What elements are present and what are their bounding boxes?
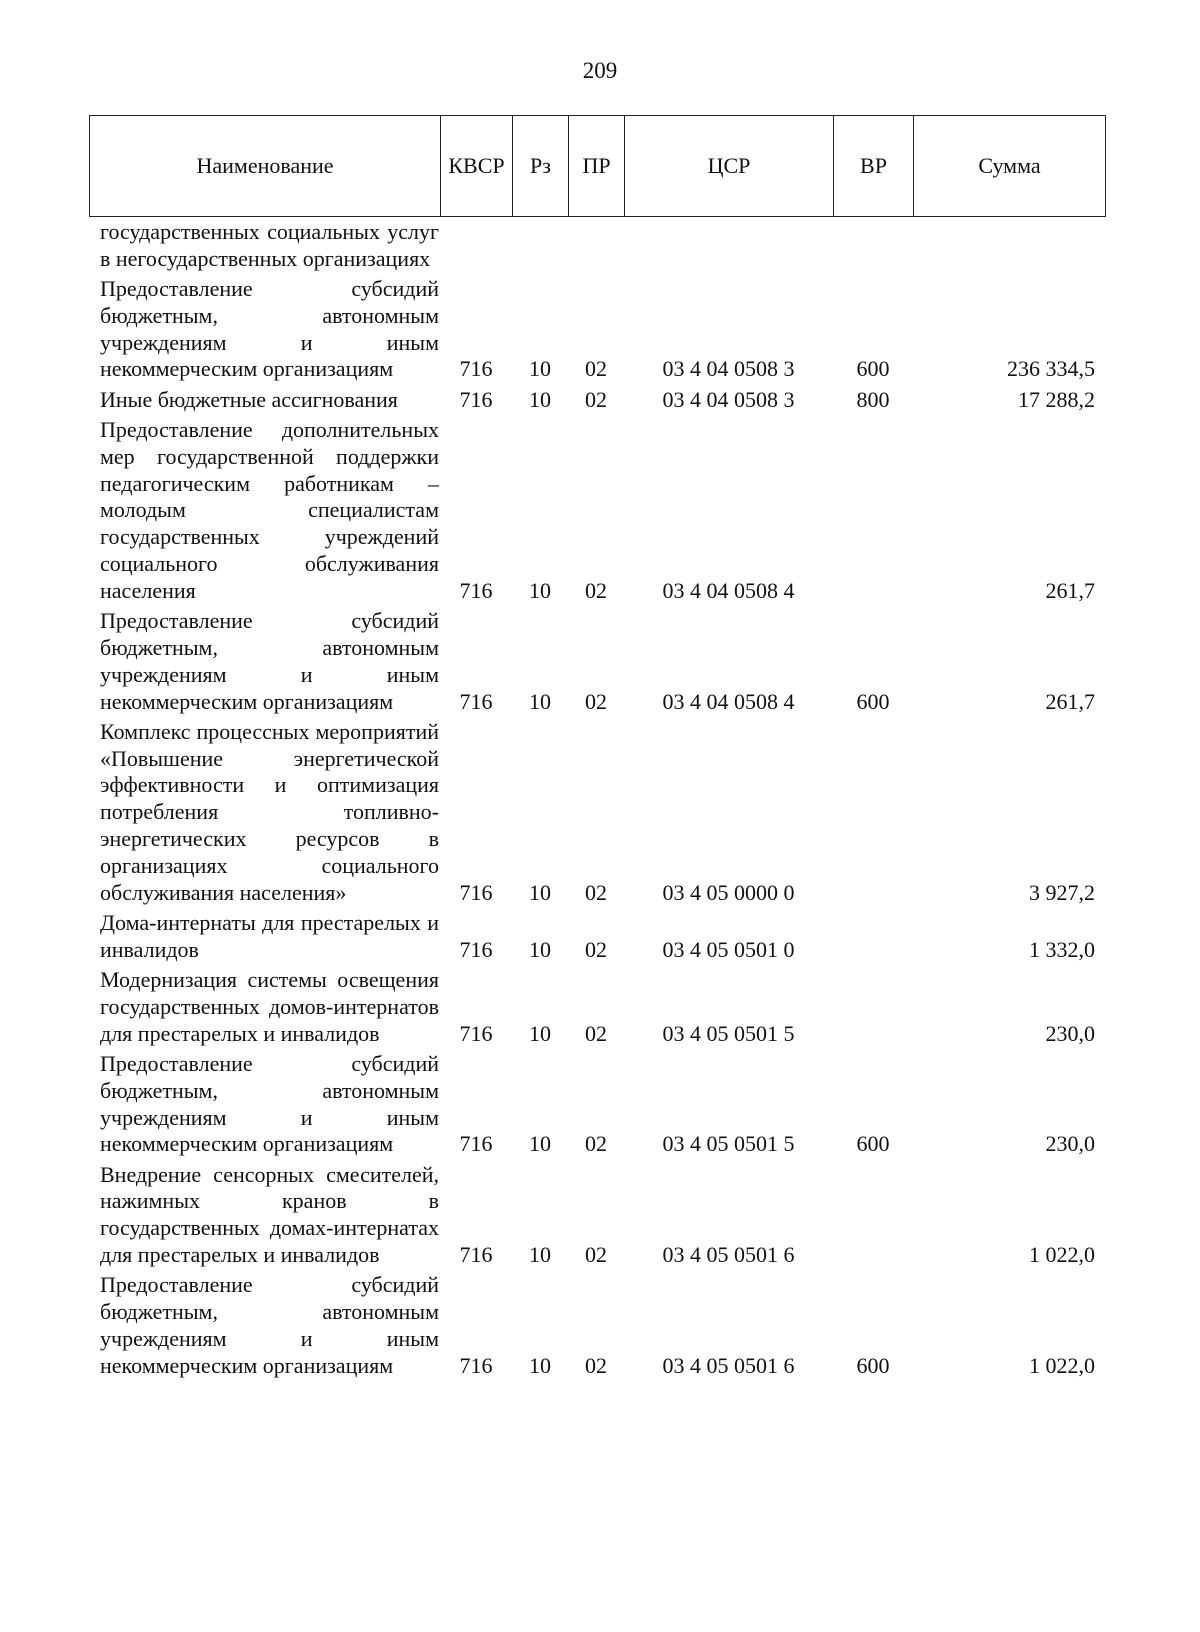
- row-name: Предоставление субсидий бюджетным, автономным учреждениям и иным некоммерческим организациям: [100, 1050, 439, 1157]
- row-vr: 600: [856, 1352, 890, 1378]
- row-pr: 02: [585, 577, 607, 603]
- row-kvsr: 716: [459, 1020, 493, 1046]
- table-row: [89, 1162, 1105, 1273]
- row-rz: 10: [529, 936, 551, 962]
- row-csr: [624, 219, 833, 276]
- row-name: Предоставление субсидий бюджетным, автономным учреждениям и иным некоммерческим организациям: [100, 608, 439, 714]
- row-csr: 03 4 04 0508 4: [662, 577, 795, 603]
- row-kvsr: 716: [459, 1352, 493, 1378]
- row-csr: 03 4 04 0508 3: [662, 386, 795, 412]
- row-vr: [833, 910, 913, 967]
- row-pr: 02: [585, 936, 607, 962]
- row-vr: 600: [856, 356, 890, 382]
- row-sum: 230,0: [1045, 1020, 1095, 1046]
- row-sum: 17 288,2: [1018, 386, 1095, 412]
- row-name: государственных социальных услуг в негосударственных организациях: [100, 219, 439, 271]
- row-kvsr: 716: [459, 936, 493, 962]
- table-row: [89, 417, 1105, 608]
- row-rz: [512, 219, 568, 276]
- budget-table: [89, 219, 1105, 1383]
- row-pr: 02: [585, 386, 607, 412]
- column-header-vr: ВР: [834, 116, 914, 217]
- row-sum: 1 332,0: [1029, 936, 1095, 962]
- row-sum: [913, 219, 1105, 276]
- row-name: Предоставление субсидий бюджетным, автономным учреждениям и иным некоммерческим организациям: [100, 1272, 439, 1378]
- row-name: Иные бюджетные ассигнования: [100, 386, 398, 412]
- row-vr: [833, 1162, 913, 1273]
- table-row: [89, 719, 1105, 910]
- row-vr: 600: [856, 688, 890, 714]
- row-pr: 02: [585, 1352, 607, 1378]
- row-kvsr: [440, 219, 512, 276]
- row-kvsr: 716: [459, 386, 493, 412]
- table-row: [89, 910, 1105, 967]
- table-row: [89, 967, 1105, 1051]
- row-rz: 10: [529, 577, 551, 603]
- table-row: [89, 219, 1105, 276]
- row-vr: [833, 417, 913, 608]
- row-pr: 02: [585, 1020, 607, 1046]
- row-kvsr: 716: [459, 577, 493, 603]
- row-kvsr: 716: [459, 356, 493, 382]
- row-csr: 03 4 05 0000 0: [662, 879, 795, 905]
- row-csr: 03 4 04 0508 4: [662, 688, 795, 714]
- row-sum: 261,7: [1045, 688, 1095, 714]
- row-csr: 03 4 04 0508 3: [662, 356, 795, 382]
- row-rz: 10: [529, 879, 551, 905]
- row-kvsr: 716: [459, 1131, 493, 1157]
- row-sum: 261,7: [1045, 577, 1095, 603]
- column-header-kvsr: КВСР: [441, 116, 513, 217]
- table-row: [89, 608, 1105, 719]
- row-kvsr: 716: [459, 688, 493, 714]
- row-rz: 10: [529, 356, 551, 382]
- column-header-name: Наименование: [90, 116, 441, 217]
- row-name: Модернизация системы освещения государственных домов-интернатов для престарелых и инвалидов: [100, 967, 439, 1046]
- column-header-pr: ПР: [569, 116, 625, 217]
- row-sum: 230,0: [1045, 1131, 1095, 1157]
- row-vr: 600: [856, 1131, 890, 1157]
- row-rz: 10: [529, 1241, 551, 1267]
- column-header-rz: Рз: [513, 116, 569, 217]
- column-header-csr: ЦСР: [625, 116, 834, 217]
- row-sum: 236 334,5: [1007, 356, 1095, 382]
- row-pr: 02: [585, 688, 607, 714]
- table-row: [89, 387, 1105, 417]
- row-name: Комплекс процессных мероприятий «Повышение энергетической эффективности и оптимизация потребления топливно-энергетических ресурсов в организациях социального обслуживания населения»: [100, 718, 439, 905]
- row-sum: 1 022,0: [1029, 1352, 1095, 1378]
- row-rz: 10: [529, 386, 551, 412]
- row-name: Предоставление субсидий бюджетным, автономным учреждениям и иным некоммерческим организациям: [100, 276, 439, 382]
- row-rz: 10: [529, 1131, 551, 1157]
- row-rz: 10: [529, 1352, 551, 1378]
- row-sum: 3 927,2: [1029, 879, 1095, 905]
- row-vr: [833, 967, 913, 1051]
- row-kvsr: 716: [459, 879, 493, 905]
- row-vr: 800: [856, 386, 890, 412]
- row-pr: 02: [585, 1241, 607, 1267]
- row-name: Дома-интернаты для престарелых и инвалидов: [100, 909, 439, 962]
- row-csr: 03 4 05 0501 0: [662, 936, 795, 962]
- row-rz: 10: [529, 688, 551, 714]
- row-pr: 02: [585, 1131, 607, 1157]
- table-row: [89, 276, 1105, 387]
- row-vr: [833, 219, 913, 276]
- row-name: Предоставление дополнительных мер государственной поддержки педагогическим работникам – молодым специалистам государственных учреждений социального обслуживания населения: [100, 417, 439, 603]
- table-row: [89, 1272, 1105, 1383]
- row-pr: [568, 219, 624, 276]
- table-header: [89, 115, 1106, 217]
- row-csr: 03 4 05 0501 5: [662, 1020, 795, 1046]
- row-kvsr: 716: [459, 1241, 493, 1267]
- row-sum: 1 022,0: [1029, 1241, 1095, 1267]
- page-number: 209: [582, 58, 618, 83]
- row-csr: 03 4 05 0501 6: [662, 1241, 795, 1267]
- row-pr: 02: [585, 879, 607, 905]
- column-header-sum: Сумма: [914, 116, 1106, 217]
- row-pr: 02: [585, 356, 607, 382]
- table-row: [89, 1051, 1105, 1162]
- row-name: Внедрение сенсорных смесителей, нажимных кранов в государственных домах-интернатах для престарелых и инвалидов: [100, 1161, 439, 1267]
- row-rz: 10: [529, 1020, 551, 1046]
- row-csr: 03 4 05 0501 6: [662, 1352, 795, 1378]
- row-vr: [833, 719, 913, 910]
- row-csr: 03 4 05 0501 5: [662, 1131, 795, 1157]
